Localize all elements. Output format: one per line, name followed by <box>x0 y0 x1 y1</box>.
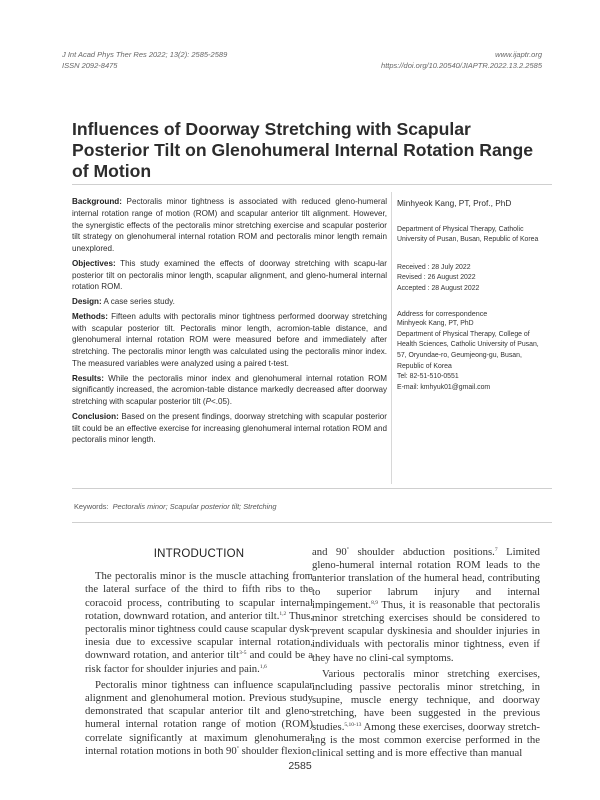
intro-c2p1-text-a: and 90 <box>312 546 347 558</box>
running-header-right <box>381 50 542 71</box>
intro-p2-text-b: shoulder flexion <box>238 744 312 757</box>
intro-p1-text-a: The pectoralis minor is the muscle attaching from the lateral surface of the third to fifth ribs to the coracoid process, contributing to scapular internal rotation, downward rotation, and anterior tilt. <box>85 570 313 622</box>
intro-c2p2-text-a: Various pectoralis minor stretching exercises, including passive pectoralis minor stretching, in supine, muscle energy technique, and doorway stretching, have been suggested in the previous studies. <box>312 667 540 733</box>
conclusion-text: Based on the present findings, doorway stretching with scapular posterior tilt could be an effective exercise for increasing glenohumeral internal rotation ROM and pectoralis minor length. <box>72 411 387 445</box>
abstract-design <box>72 296 387 308</box>
intro-p1-text-c: and could be a risk factor for shoulder injuries and pain. <box>85 649 313 675</box>
keywords-label: Keywords: <box>74 502 109 511</box>
abstract-background <box>72 196 387 255</box>
results-text: While the pectoralis minor index and glenohumeral internal rotation ROM significantly increased, the acromion-table distance markedly decreased after doorway stretching with scapular posterior tilt ( <box>72 373 387 406</box>
article-info-sidebar <box>397 198 547 393</box>
accepted-date: Accepted : 28 August 2022 <box>397 284 480 292</box>
abstract-objectives <box>72 258 387 293</box>
author-name: Minhyeok Kang, PT, Prof., PhD <box>397 198 512 208</box>
correspondence-phone: Tel: 82-51-510-0551 <box>397 373 459 381</box>
citation-ref: 1,6 <box>259 663 267 670</box>
design-text: A case series study. <box>101 297 175 306</box>
citation-ref: 3-5 <box>239 650 247 657</box>
section-heading-introduction: INTRODUCTION <box>153 548 245 560</box>
citation-ref: 5,10-13 <box>344 721 362 728</box>
methods-label: Methods: <box>72 311 108 321</box>
correspondence-address: Department of Physical Therapy, College of Health Sciences, Catholic University of Pusan, 57, Oryundae-ro, Geumjeong-gu, Busan, Republic of Korea <box>397 330 539 370</box>
intro-c2p1-text-d: Thus, it is reasonable that pectoralis minor stretching exercises should be considered to prevent scapular dyskinesia and shoulder injuries in individuals with pectoralis minor tightness, even if they have no clini-cal symptoms. <box>312 598 540 664</box>
correspondence <box>397 309 547 394</box>
background-label: Background: <box>72 197 122 206</box>
p-value-threshold: <.05). <box>211 397 232 406</box>
abstract-methods <box>72 311 387 370</box>
correspondence-label: Address for correspondence <box>397 308 488 318</box>
citation-ref: 7 <box>494 547 498 553</box>
issn: ISSN 2092-8475 <box>62 60 118 70</box>
column-divider <box>391 192 392 484</box>
intro-paragraph-2-continued <box>312 546 540 665</box>
intro-paragraph-3 <box>312 668 540 760</box>
abstract <box>72 196 387 449</box>
journal-citation: J Int Acad Phys Ther Res 2022; 13(2): 2585-2589 <box>62 50 228 59</box>
objectives-text: This study examined the effects of doorway stretching with scapu-lar posterior tilt on pectoralis minor length, scapular alignment, and gleno-humeral internal rotation ROM. <box>72 258 387 292</box>
title-divider <box>72 184 552 185</box>
abstract-conclusion <box>72 411 387 446</box>
received-date: Received : 28 July 2022 <box>397 263 471 271</box>
keywords <box>74 502 277 511</box>
body-column-left <box>85 548 313 758</box>
doi-link[interactable]: https://doi.org/10.20540/JIAPTR.2022.13.2.2585 <box>381 60 542 70</box>
intro-p2-text-a: Pectoralis minor tightness can influence scapular alignment and glenohumeral motion. Previous study demonstrated that scapular anterior tilt and gleno-humeral internal rotation range of motion (ROM) correlate significantly at maximum glenohumeral internal rotation motions in both 90 <box>85 678 313 757</box>
journal-website-link[interactable]: www.ijaptr.org <box>495 50 542 59</box>
author-affiliation: Department of Physical Therapy, Catholic University of Pusan, Busan, Republic of Korea <box>397 225 539 244</box>
citation-ref: 1,2 <box>279 610 287 617</box>
running-header-left <box>62 50 227 71</box>
page-number: 2585 <box>288 760 312 772</box>
intro-p1-text-b: Thus, pectoralis minor tightness could cause scapular dysk-inesia due to excessive scapular internal rotation, downward rotation, and anterior tilt <box>85 609 314 662</box>
body-column-right <box>312 546 540 760</box>
correspondence-email[interactable]: E-mail: kmhyuk01@gmail.com <box>397 383 491 391</box>
citation-ref: 8,9 <box>371 599 378 606</box>
intro-c2p1-text-b: shoulder abduction positions. <box>348 546 495 558</box>
article-dates <box>397 263 547 295</box>
article-title: Influences of Doorway Stretching with Scapular Posterior Tilt on Glenohumeral Internal Rotation Range of Motion <box>72 119 534 181</box>
results-label: Results: <box>72 373 104 383</box>
conclusion-label: Conclusion: <box>72 411 119 421</box>
abstract-bottom-divider <box>72 488 552 489</box>
p-value-symbol: P <box>205 397 212 406</box>
intro-paragraph-1 <box>85 570 313 676</box>
intro-c2p1-text-c: Limited gleno-humeral internal rotation ROM leads to the anterior translation of the humeral head, contributing to superior labrum injury and internal impingement. <box>312 546 540 611</box>
design-label: Design: <box>72 297 102 306</box>
keywords-list: Pectoralis minor; Scapular posterior tilt; Stretching <box>112 502 277 511</box>
intro-paragraph-2 <box>85 679 313 758</box>
methods-text: Fifteen adults with pectoralis minor tightness performed doorway stretching with scapular posterior tilt. Pectoralis minor length, acromion-table distance, and glenohumeral internal rotation ROM were measured before and immediately after stretching. The pectoralis minor length was calculated using the pectoralis minor index. The measured variables were analyzed using a paired t-test. <box>72 311 387 368</box>
degree-symbol: ° <box>346 547 349 553</box>
objectives-label: Objectives: <box>72 258 116 268</box>
background-text: Pectoralis minor tightness is associated with reduced gleno-humeral internal rotation range of motion (ROM) and scapular anterior tilt alignment. However, the synergistic effects of the pectoralis minor stretching exercise and scapular posterior tilt strategy on glenohumeral internal rotation ROM and pectoralis minor length remain unexplored. <box>72 197 387 253</box>
abstract-results <box>72 373 387 408</box>
revised-date: Revised : 26 August 2022 <box>397 274 476 282</box>
degree-symbol: ° <box>236 745 239 752</box>
keywords-divider <box>72 522 552 523</box>
correspondence-name: Minhyeok Kang, PT, PhD <box>397 320 474 328</box>
intro-c2p2-text-b: Among these exercises, doorway stretch-ing is the most common exercise performed in the clinical setting and is more effective than manual <box>312 720 540 760</box>
